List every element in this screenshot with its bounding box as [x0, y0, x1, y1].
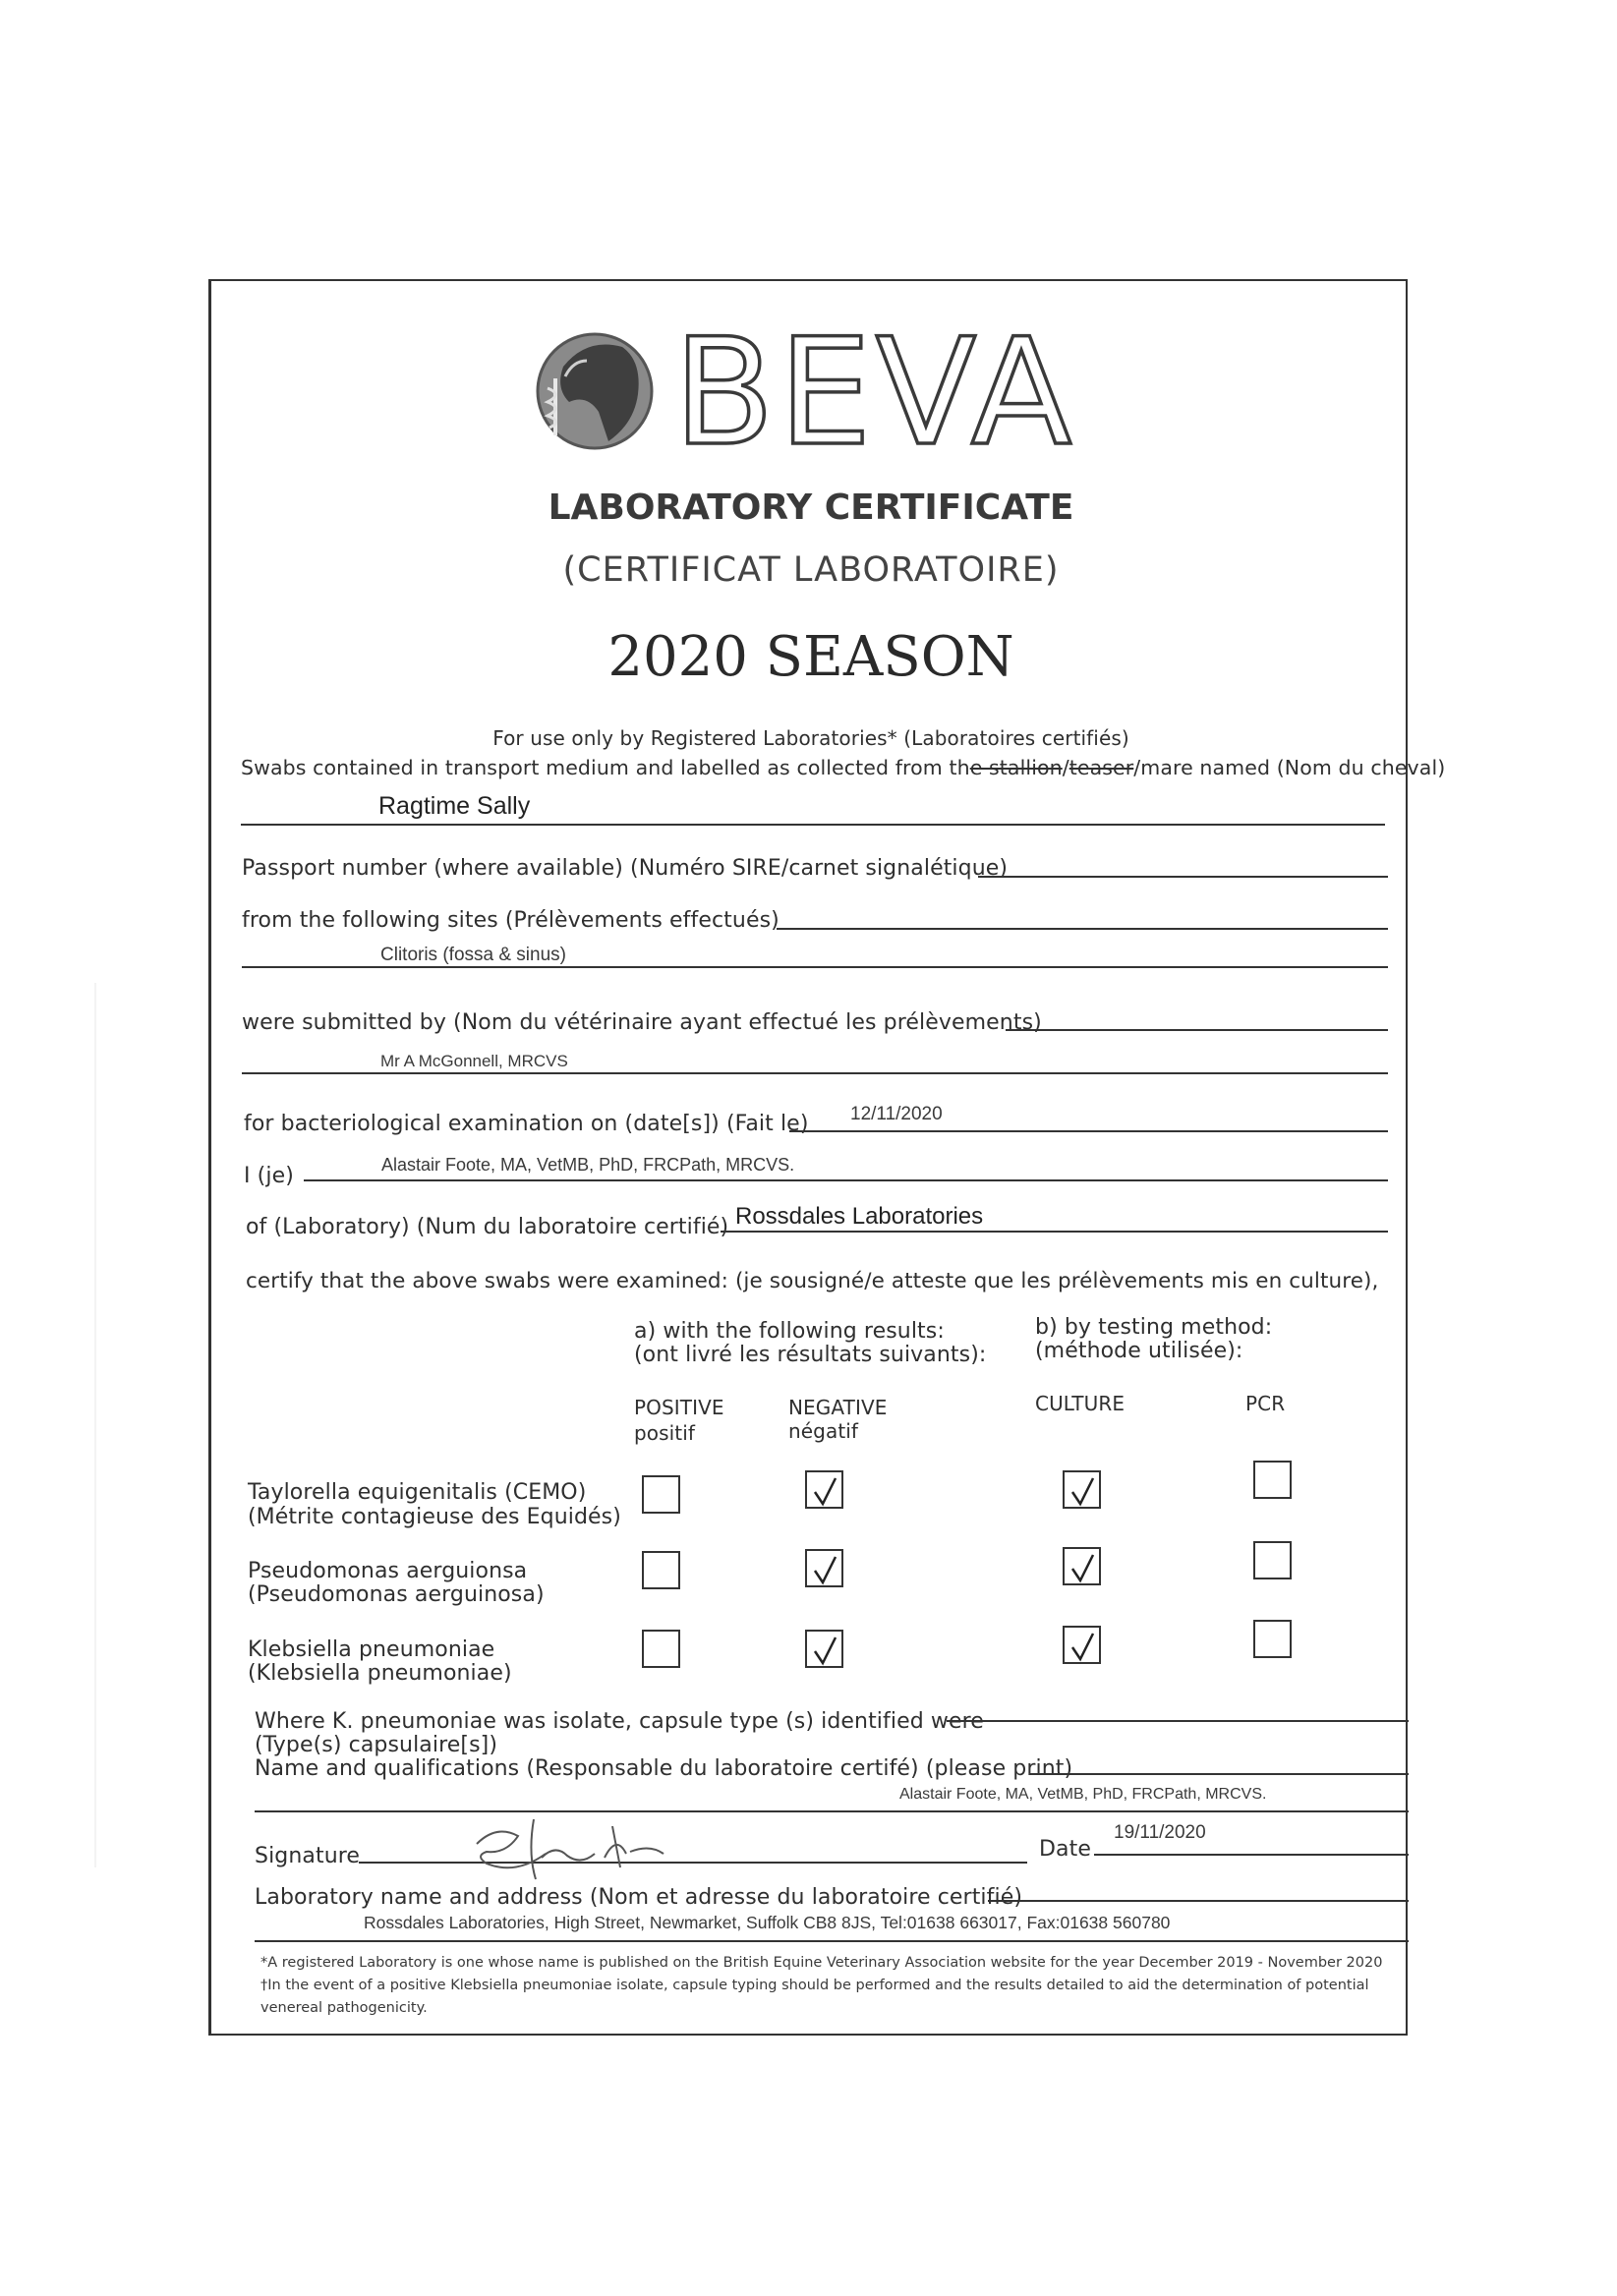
swabs-statement: Swabs contained in transport medium and labelled as collected from the stallion/teaser/mare named (Nom du cheval) [241, 756, 1446, 779]
exam-date-value: 12/11/2020 [850, 1104, 943, 1124]
beva-horse-emblem-icon [538, 334, 652, 448]
i-je-label: I (je) [244, 1164, 294, 1188]
taylorella-culture-checkbox[interactable] [1063, 1470, 1101, 1509]
positive-header: POSITIVE [634, 1396, 724, 1419]
exam-date-label: for bacteriological examination on (date[s]) (Fait le) [244, 1112, 809, 1136]
klebsiella-culture-checkbox[interactable] [1063, 1626, 1101, 1664]
results-header-a-fr: (ont livré les résultats suivants): [634, 1343, 987, 1367]
date-label: Date [1039, 1837, 1091, 1862]
results-header-b: b) by testing method: [1035, 1315, 1273, 1340]
logo-text: BEVA [673, 317, 1076, 455]
certify-statement: certify that the above swabs were examined: (je sousigné/e atteste que les prélèvements mis en culture), [246, 1269, 1379, 1293]
capsule-line [947, 1720, 1409, 1722]
negative-header-fr: négatif [788, 1419, 859, 1443]
taylorella-pcr-checkbox[interactable] [1253, 1461, 1292, 1499]
responsible-line [1029, 1773, 1409, 1775]
check-mark-icon [812, 1635, 839, 1666]
negative-header: NEGATIVE [788, 1396, 888, 1419]
organism-klebsiella-fr: (Klebsiella pneumoniae) [248, 1661, 512, 1686]
horse-name-value: Ragtime Sally [378, 792, 531, 820]
taylorella-positive-checkbox[interactable] [642, 1475, 680, 1514]
season-title: 2020 SEASON [607, 625, 1014, 689]
beva-logo [526, 317, 1135, 455]
address-label: Laboratory name and address (Nom et adresse du laboratoire certifié) [255, 1885, 1023, 1910]
responsible-value: Alastair Foote, MA, VetMB, PhD, FRCPath, MRCVS. [899, 1786, 1267, 1803]
sites-value-line [242, 966, 1388, 968]
pseudomonas-pcr-checkbox[interactable] [1253, 1541, 1292, 1579]
scan-crease [94, 983, 96, 1867]
exam-date-line [789, 1130, 1388, 1132]
certificate-title-fr: (CERTIFICAT LABORATOIRE) [562, 550, 1060, 590]
sites-value: Clitoris (fossa & sinus) [380, 945, 566, 965]
klebsiella-positive-checkbox[interactable] [642, 1630, 680, 1668]
organism-klebsiella: Klebsiella pneumoniae [248, 1637, 495, 1662]
pcr-header: PCR [1245, 1392, 1286, 1415]
date-value: 19/11/2020 [1114, 1822, 1206, 1843]
i-je-value: Alastair Foote, MA, VetMB, PhD, FRCPath, MRCVS. [381, 1155, 795, 1175]
pseudomonas-positive-checkbox[interactable] [642, 1551, 680, 1589]
check-mark-icon [812, 1475, 839, 1507]
klebsiella-pcr-checkbox[interactable] [1253, 1620, 1292, 1658]
registered-use-note: For use only by Registered Laboratories* (Laboratoires certifiés) [492, 726, 1129, 750]
positive-header-fr: positif [634, 1421, 696, 1445]
address-label-line [988, 1900, 1409, 1902]
pseudomonas-negative-checkbox[interactable] [805, 1549, 843, 1587]
laboratory-line [721, 1231, 1388, 1233]
submitted-value: Mr A McGonnell, MRCVS [380, 1052, 568, 1070]
capsule-label-fr: (Type(s) capsulaire[s]) [255, 1733, 497, 1757]
certificate-title: LABORATORY CERTIFICATE [548, 488, 1074, 528]
i-je-line [304, 1179, 1388, 1181]
laboratory-value: Rossdales Laboratories [735, 1203, 984, 1230]
capsule-label: Where K. pneumoniae was isolate, capsule type (s) identified were [255, 1709, 984, 1734]
check-mark-icon [1069, 1475, 1097, 1507]
organism-pseudomonas-fr: (Pseudomonas aerguinosa) [248, 1582, 545, 1607]
submitted-line [1006, 1029, 1388, 1031]
organism-pseudomonas: Pseudomonas aerguionsa [248, 1559, 528, 1583]
certificate-sheet [208, 279, 1446, 2036]
laboratory-label: of (Laboratory) (Num du laboratoire certifié) [246, 1215, 729, 1239]
pseudomonas-culture-checkbox[interactable] [1063, 1547, 1101, 1585]
passport-label: Passport number (where available) (Numéro SIRE/carnet signalétique) [242, 856, 1009, 881]
passport-line [978, 876, 1388, 878]
responsible-value-line [255, 1810, 1409, 1812]
check-mark-icon [1069, 1552, 1097, 1583]
klebsiella-negative-checkbox[interactable] [805, 1630, 843, 1668]
handwritten-signature [457, 1814, 673, 1883]
check-mark-icon [1069, 1631, 1097, 1662]
address-value-line [255, 1940, 1409, 1942]
registration-footnote: *A registered Laboratory is one whose name is published on the British Equine Veterinary Association website for the year December 2019 - November 2020 †In the event of a positive Klebsiella pneumoniae isolate, capsule typing should be performed and the results detailed to aid the determination of potential venereal pathogenicity. [260, 1955, 1383, 2016]
results-header-b-fr: (méthode utilisée): [1035, 1339, 1243, 1363]
organism-taylorella: Taylorella equigenitalis (CEMO) [248, 1480, 587, 1505]
taylorella-negative-checkbox[interactable] [805, 1470, 843, 1509]
check-mark-icon [812, 1554, 839, 1585]
date-line [1094, 1854, 1409, 1856]
responsible-label: Name and qualifications (Responsable du laboratoire certifé) (please print) [255, 1756, 1073, 1781]
submitted-label: were submitted by (Nom du vétérinaire ayant effectué les prélèvements) [242, 1010, 1042, 1035]
sites-line [777, 928, 1388, 930]
culture-header: CULTURE [1035, 1392, 1126, 1415]
results-header-a: a) with the following results: [634, 1319, 945, 1344]
submitted-value-line [242, 1072, 1388, 1074]
signature-label: Signature [255, 1844, 361, 1868]
sites-label: from the following sites (Prélèvements effectués) [242, 908, 780, 933]
horse-name-line [241, 824, 1385, 826]
address-value: Rossdales Laboratories, High Street, Newmarket, Suffolk CB8 8JS, Tel:01638 663017, Fax:01638 560780 [364, 1913, 1171, 1932]
organism-taylorella-fr: (Métrite contagieuse des Equidés) [248, 1505, 621, 1529]
